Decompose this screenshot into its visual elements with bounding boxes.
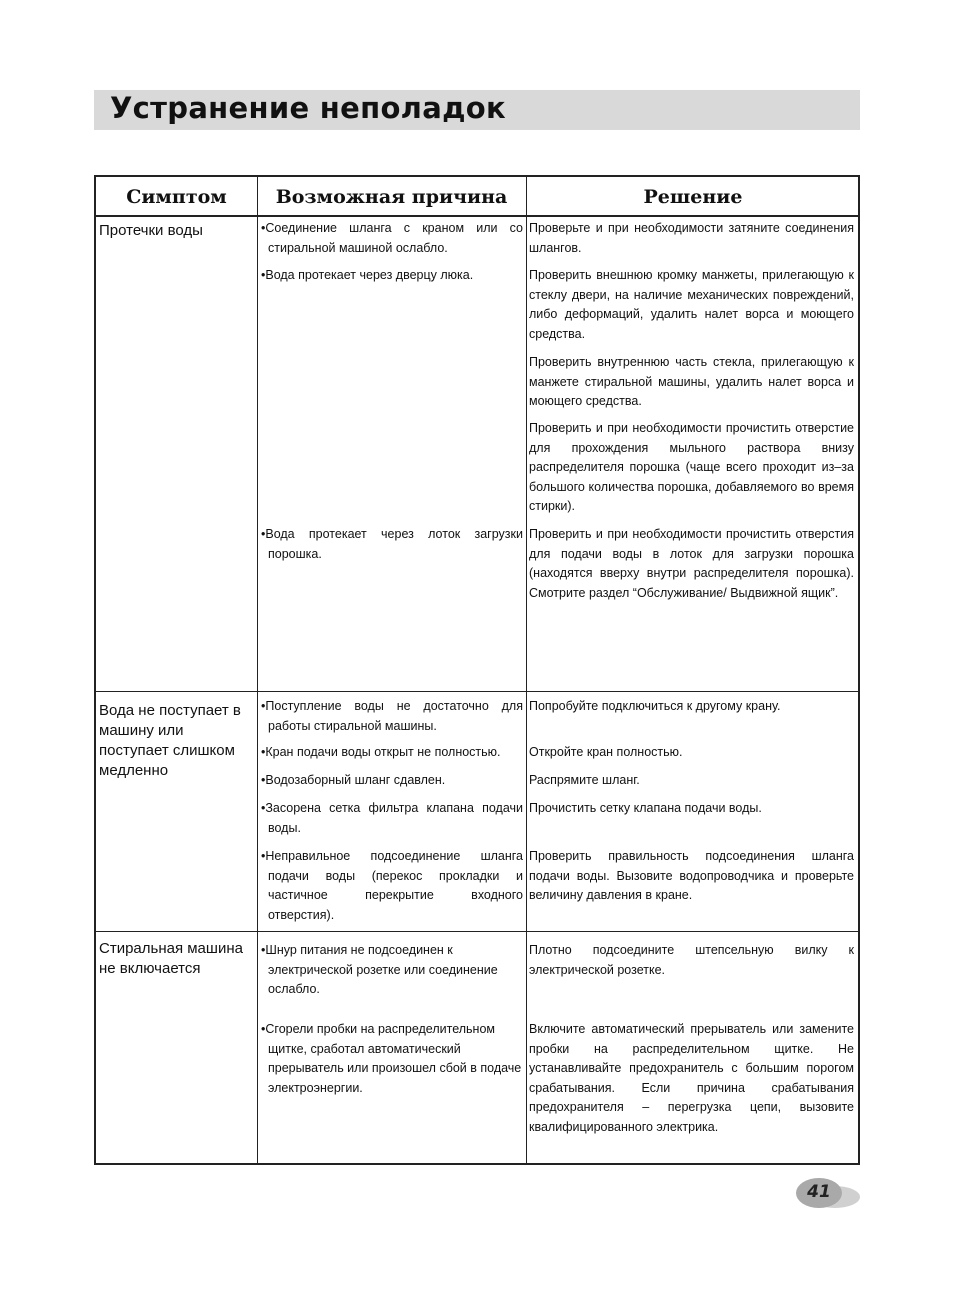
cause-item: •Засорена сетка фильтра клапана подачи воды.	[261, 801, 523, 835]
solution-item: Распрямите шланг.	[529, 773, 640, 787]
solution-item: Проверить внешнюю кромку манжеты, прилегающую к стеклу двери, на наличие механических повреждений, либо деформаций, удалить налет ворса и моющего средства.	[529, 268, 854, 341]
solution-item: Проверить внутреннюю часть стекла, прилегающую к манжете стиральной машины, удалить налет ворса и моющего средства.	[529, 355, 854, 408]
symptom-cell: Вода не поступает в машину или поступает слишком медленно	[99, 702, 241, 779]
header-symptom: Симптом	[126, 186, 227, 208]
cause-item: •Вода протекает через дверцу люка.	[261, 268, 474, 282]
cause-item: •Соединение шланга с краном или со стиральной машиной ослабло.	[261, 221, 523, 255]
symptom-cell: Стиральная машина не включается	[99, 940, 243, 977]
page-title: Устранение неполадок	[110, 91, 507, 125]
solution-item: Проверить правильность подсоединения шланга подачи воды. Вызовите водопроводчика и проверьте величину давления в кране.	[529, 849, 854, 902]
page-number: 41	[807, 1182, 831, 1202]
row-divider	[96, 931, 858, 932]
column-divider	[257, 177, 258, 1163]
troubleshooting-table	[94, 175, 860, 1165]
cause-item: •Водозаборный шланг сдавлен.	[261, 773, 446, 787]
cause-item: •Неправильное подсоединение шланга подачи воды (перекос прокладки и частичное перекрытие входного отверстия).	[261, 849, 523, 922]
page-number-badge	[796, 1176, 858, 1212]
column-divider	[526, 177, 527, 1163]
header-cause: Возможная причина	[275, 186, 508, 208]
solution-item: Включите автоматический прерыватель или замените пробки на распределительном щитке. Не устанавливайте предохранитель с большим порогом срабатывания. Если причина срабатывания предохранителя – перегрузка цепи, вызовите квалифицированного электрика.	[529, 1022, 854, 1134]
cause-item: •Кран подачи воды открыт не полностью.	[261, 745, 501, 759]
cause-item: •Вода протекает через лоток загрузки порошка.	[261, 527, 523, 561]
header-solution: Решение	[643, 186, 743, 208]
title-bar	[94, 90, 860, 130]
solution-item: Прочистить сетку клапана подачи воды.	[529, 801, 762, 815]
solution-item: Проверить и при необходимости прочистить отверстие для прохождения мыльного раствора внизу распределителя порошка (чаще всего проходит из–за большого количества порошка, добавляемого во время стирки).	[529, 421, 854, 513]
solution-item: Проверьте и при необходимости затяните соединения шлангов.	[529, 221, 854, 255]
solution-item: Попробуйте подключиться к другому крану.	[529, 699, 781, 713]
cause-item: •Поступление воды не достаточно для работы стиральной машины.	[261, 699, 523, 733]
solution-item: Откройте кран полностью.	[529, 745, 683, 759]
cause-item: •Шнур питания не подсоединен к электрической розетке или соединение ослабло.	[261, 943, 498, 996]
solution-item: Плотно подсоедините штепсельную вилку к электрической розетке.	[529, 943, 854, 977]
row-divider	[96, 691, 858, 692]
solution-item: Проверить и при необходимости прочистить отверстия для подачи воды в лоток для загрузки порошка (находятся вверху внутри распределителя порошка). Смотрите раздел “Обслуживание/ Выдвижной ящик”.	[529, 527, 854, 600]
symptom-cell: Протечки воды	[99, 222, 203, 239]
cause-item: •Сгорели пробки на распределительном щитке, сработал автоматический прерыватель или произошел сбой в подаче электроэнергии.	[261, 1022, 522, 1095]
